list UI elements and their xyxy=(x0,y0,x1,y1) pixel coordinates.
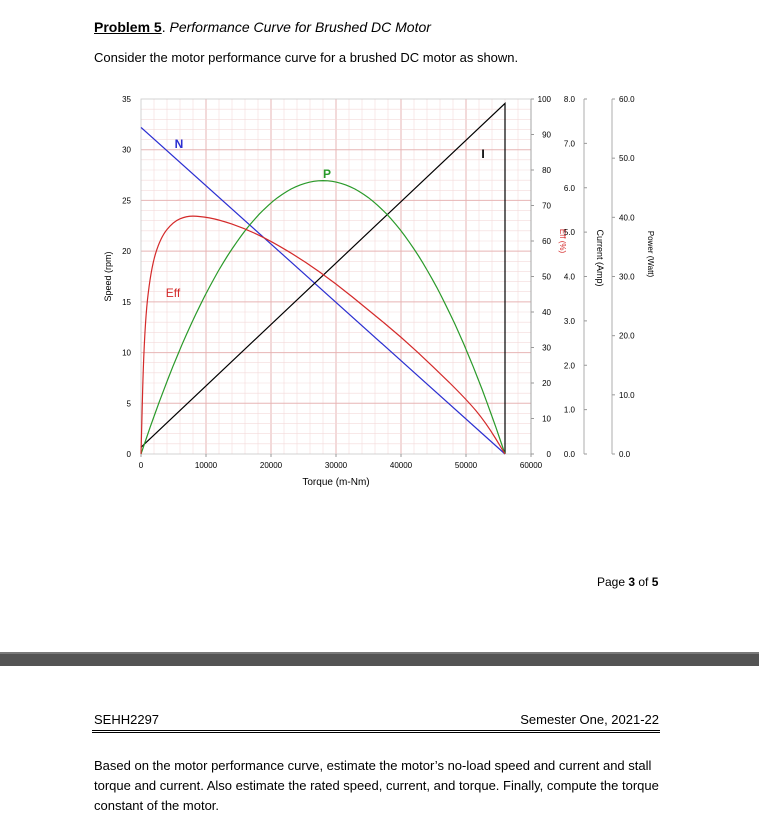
question-text: Based on the motor performance curve, estimate the motor’s no-load speed and current and stall torque and current. Also estimate the rated speed, current, and torque. Finally, compute the torque constant of the motor. xyxy=(94,758,659,813)
power-tick-label: 40.0 xyxy=(619,213,635,223)
eff-tick-label: 80 xyxy=(542,166,551,175)
x-tick-label: 50000 xyxy=(454,461,478,470)
speed-tick-label: 30 xyxy=(122,145,131,155)
series-label-eff: Eff xyxy=(165,286,181,300)
eff-tick-label: 0 xyxy=(546,450,551,459)
eff-axis-label: Eff (%) xyxy=(558,228,567,254)
page-break-divider xyxy=(0,652,759,666)
power-tick-label: 0.0 xyxy=(619,450,631,459)
x-tick-label: 10000 xyxy=(194,461,218,470)
eff-tick-label: 60 xyxy=(542,237,551,246)
series-label-n: N xyxy=(174,137,184,151)
current-tick-label: 2.0 xyxy=(563,361,575,371)
current-tick-label: 3.0 xyxy=(563,316,575,326)
x-tick-label: 60000 xyxy=(519,461,543,470)
current-axis-label: Current (Amp) xyxy=(595,229,605,287)
series-label-p: P xyxy=(322,167,332,181)
problem-title-separator: . xyxy=(161,19,170,35)
x-tick-label: 40000 xyxy=(389,461,413,470)
eff-tick-label: 90 xyxy=(542,130,551,140)
eff-tick-label: 30 xyxy=(542,343,551,353)
x-axis-label: Torque (m-Nm) xyxy=(302,477,370,488)
current-tick-label: 8.0 xyxy=(563,95,575,104)
speed-tick-label: 25 xyxy=(122,196,131,206)
header-rule xyxy=(92,730,660,733)
current-tick-label: 6.0 xyxy=(563,183,575,193)
current-tick-label: 5.0 xyxy=(563,228,575,238)
page-current: 3 xyxy=(628,575,636,589)
power-tick-label: 60.0 xyxy=(619,95,635,104)
speed-tick-label: 15 xyxy=(122,297,131,307)
eff-tick-label: 20 xyxy=(542,379,551,388)
current-tick-label: 7.0 xyxy=(563,139,575,149)
power-tick-label: 20.0 xyxy=(619,331,635,341)
problem-label: Problem 5 xyxy=(94,19,162,35)
page-total: 5 xyxy=(651,575,659,589)
x-tick-label: 30000 xyxy=(324,461,348,470)
power-axis-label: Power (Watt) xyxy=(646,230,655,278)
page-number xyxy=(597,575,658,589)
page-prefix: Page xyxy=(597,575,629,589)
speed-tick-label: 20 xyxy=(122,247,131,257)
page-of: of xyxy=(635,575,652,589)
speed-axis-label: Speed (rpm) xyxy=(103,251,113,302)
current-tick-label: 0.0 xyxy=(563,450,575,459)
course-code: SEHH2297 xyxy=(94,712,160,727)
series-label-i: I xyxy=(481,147,485,161)
speed-tick-label: 0 xyxy=(126,450,131,459)
power-tick-label: 50.0 xyxy=(619,154,635,164)
power-tick-label: 30.0 xyxy=(619,272,635,282)
power-tick-label: 10.0 xyxy=(619,390,635,400)
speed-tick-label: 5 xyxy=(126,399,131,409)
intro-text: Consider the motor performance curve for a brushed DC motor as shown. xyxy=(94,50,519,65)
eff-tick-label: 100 xyxy=(537,95,551,104)
problem-title-text: Performance Curve for Brushed DC Motor xyxy=(169,19,431,35)
semester-label: Semester One, 2021-22 xyxy=(520,712,659,727)
x-tick-label: 20000 xyxy=(259,461,283,470)
eff-tick-label: 70 xyxy=(542,201,551,211)
eff-tick-label: 40 xyxy=(542,308,551,317)
speed-tick-label: 35 xyxy=(122,95,131,104)
x-tick-label: 0 xyxy=(138,461,144,470)
current-tick-label: 4.0 xyxy=(563,272,575,282)
current-tick-label: 1.0 xyxy=(563,405,575,415)
speed-tick-label: 10 xyxy=(122,348,131,358)
eff-tick-label: 50 xyxy=(542,272,551,282)
chart-grid xyxy=(141,99,531,454)
eff-tick-label: 10 xyxy=(542,414,551,424)
